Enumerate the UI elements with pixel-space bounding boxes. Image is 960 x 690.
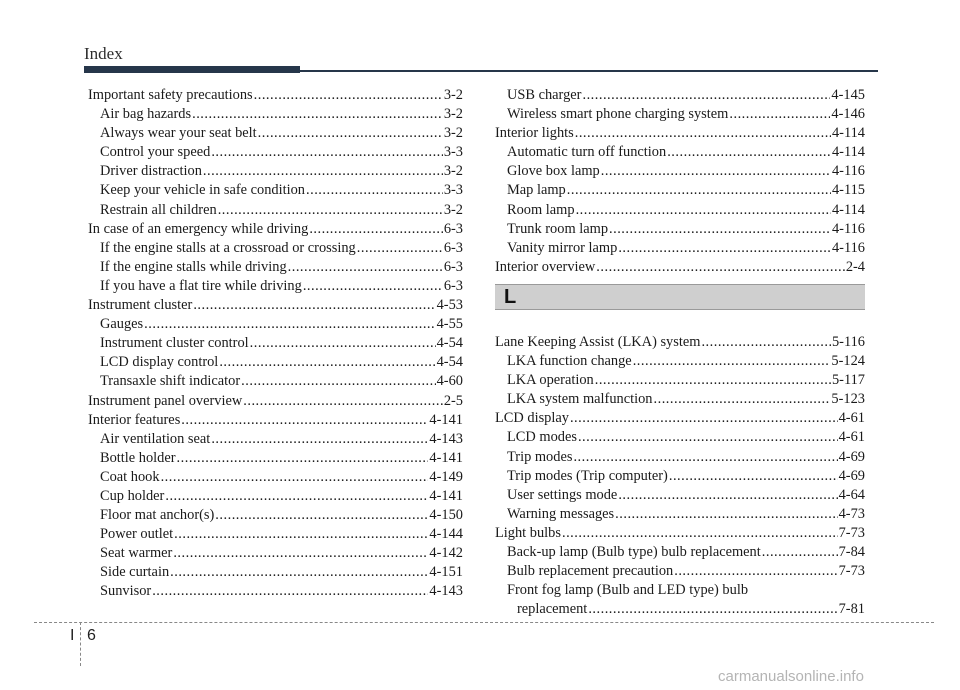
index-entry-name: LCD display control xyxy=(100,354,219,371)
index-entry-page: 4-54 xyxy=(436,335,463,352)
header-rule-thin xyxy=(300,70,878,72)
index-entry xyxy=(88,105,463,124)
index-entry-page: 4-142 xyxy=(429,545,463,562)
index-leader-dots xyxy=(170,563,428,582)
index-entry-page: 4-151 xyxy=(429,564,463,581)
index-leader-dots xyxy=(165,487,428,506)
index-entry-name: Instrument cluster xyxy=(88,297,193,314)
index-entry xyxy=(88,258,463,277)
index-entry xyxy=(88,525,463,544)
index-entry-name: Vanity mirror lamp xyxy=(507,239,618,256)
index-entry-name: Interior overview xyxy=(495,258,596,275)
index-leader-dots xyxy=(181,411,428,430)
index-entry-page: 3-2 xyxy=(443,106,463,123)
index-leader-dots xyxy=(562,524,838,543)
index-leader-dots xyxy=(615,505,837,524)
footer-section-letter: I xyxy=(70,627,75,644)
index-leader-dots xyxy=(576,201,831,220)
index-entry-name: Automatic turn off function xyxy=(507,144,667,161)
index-leader-dots xyxy=(173,544,428,563)
index-leader-dots xyxy=(193,296,435,315)
index-entry-page: 6-3 xyxy=(443,258,463,275)
index-entry-page: 4-54 xyxy=(436,354,463,371)
index-entry xyxy=(495,371,865,390)
index-entry xyxy=(495,543,865,562)
index-entry-name: Control your speed xyxy=(100,144,211,161)
index-entry-name: If you have a flat tire while driving xyxy=(100,277,302,294)
index-entry-name: Transaxle shift indicator xyxy=(100,373,241,390)
index-leader-dots xyxy=(258,124,443,143)
index-entry xyxy=(495,467,865,486)
index-entry-name: Instrument panel overview xyxy=(88,392,243,409)
footer-divider xyxy=(34,622,934,623)
index-entry-name: Trip modes xyxy=(507,448,573,465)
index-entry-name: Seat warmer xyxy=(100,545,173,562)
index-leader-dots xyxy=(357,239,443,258)
index-entry-page: 4-141 xyxy=(429,487,463,504)
index-entry xyxy=(88,201,463,220)
index-leader-dots xyxy=(243,392,443,411)
index-entry-page: 5-123 xyxy=(831,391,865,408)
index-entry-page: 4-60 xyxy=(436,373,463,390)
index-entry-page: 4-116 xyxy=(831,239,865,256)
index-leader-dots xyxy=(177,449,429,468)
index-leader-dots xyxy=(618,486,837,505)
index-entry xyxy=(495,581,865,600)
index-leader-dots xyxy=(674,562,837,581)
index-entry-page: 4-114 xyxy=(831,201,865,218)
index-left-column xyxy=(88,86,463,602)
index-entry-name: User settings mode xyxy=(507,486,618,503)
index-entry-name: Trunk room lamp xyxy=(507,220,609,237)
index-entry-page: 3-2 xyxy=(443,125,463,142)
index-entry-name: replacement xyxy=(517,601,588,618)
index-leader-dots xyxy=(306,181,443,200)
index-entry-page: 4-116 xyxy=(831,163,865,180)
index-entry-name: Instrument cluster control xyxy=(100,335,249,352)
index-entry-name: Restrain all children xyxy=(100,201,217,218)
index-entry-page: 4-150 xyxy=(429,507,463,524)
index-entry-page: 4-114 xyxy=(831,125,865,142)
index-leader-dots xyxy=(161,468,429,487)
index-entry-page: 3-2 xyxy=(443,201,463,218)
index-entry-name: Map lamp xyxy=(507,182,566,199)
index-entry-name: Interior lights xyxy=(495,125,574,142)
index-entry-page: 3-2 xyxy=(443,87,463,103)
index-entry-page: 2-4 xyxy=(845,258,865,275)
index-leader-dots xyxy=(250,334,436,353)
index-entry-name: Interior features xyxy=(88,411,181,428)
index-entry-name: Lane Keeping Assist (LKA) system xyxy=(495,333,701,350)
index-entry-page: 5-124 xyxy=(831,353,865,370)
index-leader-dots xyxy=(601,162,831,181)
index-leader-dots xyxy=(595,371,831,390)
index-leader-dots xyxy=(203,162,443,181)
index-entry-name: Gauges xyxy=(100,316,144,333)
index-entry xyxy=(88,430,463,449)
index-entry xyxy=(495,258,865,277)
index-leader-dots xyxy=(567,181,831,200)
footer-page-number: 6 xyxy=(87,627,96,644)
index-entry-name: Coat hook xyxy=(100,468,160,485)
index-entry xyxy=(88,582,463,601)
index-entry xyxy=(88,181,463,200)
index-entry-page: 4-69 xyxy=(838,467,865,484)
index-entry xyxy=(88,449,463,468)
index-entry-name: Room lamp xyxy=(507,201,575,218)
index-entry-name: Glove box lamp xyxy=(507,163,600,180)
index-leader-dots xyxy=(218,201,443,220)
index-entry-page: 7-84 xyxy=(838,543,865,560)
header-rule-thick xyxy=(84,66,300,73)
index-leader-dots xyxy=(309,220,443,239)
index-leader-dots xyxy=(633,352,831,371)
index-entry xyxy=(495,524,865,543)
index-entry xyxy=(495,162,865,181)
index-entry-name: If the engine stalls at a crossroad or crossing xyxy=(100,239,356,256)
index-leader-dots xyxy=(144,315,435,334)
index-entry-page: 4-73 xyxy=(838,505,865,522)
index-entry xyxy=(88,277,463,296)
index-entry-page: 4-116 xyxy=(831,220,865,237)
index-leader-dots xyxy=(618,239,831,258)
index-leader-dots xyxy=(192,105,443,124)
index-entry-page: 4-149 xyxy=(429,468,463,485)
index-entry xyxy=(495,448,865,467)
index-leader-dots xyxy=(654,390,831,409)
index-leader-dots xyxy=(215,506,428,525)
index-entry-name: Important safety precautions xyxy=(88,87,253,103)
index-entry xyxy=(88,392,463,411)
index-entry xyxy=(495,352,865,371)
index-leader-dots xyxy=(254,86,443,105)
index-entry-page: 4-61 xyxy=(838,410,865,427)
index-entry xyxy=(88,468,463,487)
section-letter: L xyxy=(504,285,517,308)
index-entry xyxy=(495,333,865,352)
index-entry xyxy=(88,544,463,563)
index-leader-dots xyxy=(303,277,443,296)
index-entry-page: 5-117 xyxy=(831,372,865,389)
index-entry-page: 4-141 xyxy=(429,411,463,428)
index-leader-dots xyxy=(667,143,831,162)
index-entry-page: 4-144 xyxy=(429,526,463,543)
index-entry-name: Air ventilation seat xyxy=(100,430,211,447)
index-entry xyxy=(88,143,463,162)
index-entry-page: 7-73 xyxy=(838,524,865,541)
index-entry xyxy=(495,220,865,239)
index-entry xyxy=(88,506,463,525)
index-entry-page: 4-115 xyxy=(831,182,865,199)
index-entry-name: Warning messages xyxy=(507,505,615,522)
index-entry xyxy=(88,563,463,582)
index-entry-page: 4-114 xyxy=(831,144,865,161)
index-entry-page: 4-143 xyxy=(429,583,463,600)
index-entry xyxy=(88,372,463,391)
section-letter-box xyxy=(495,284,865,310)
index-entry-page: 3-3 xyxy=(443,182,463,199)
index-entry xyxy=(495,428,865,447)
index-entry-name: Front fog lamp (Bulb and LED type) bulb xyxy=(507,582,749,599)
index-leader-dots xyxy=(211,430,428,449)
index-leader-dots xyxy=(288,258,443,277)
index-entry-name: Light bulbs xyxy=(495,524,561,541)
index-entry-page: 4-55 xyxy=(436,316,463,333)
index-entry xyxy=(495,239,865,258)
index-entry xyxy=(495,86,865,105)
index-entry xyxy=(495,201,865,220)
index-entry-name: Floor mat anchor(s) xyxy=(100,507,215,524)
index-leader-dots xyxy=(575,124,831,143)
index-leader-dots xyxy=(582,86,830,105)
index-leader-dots xyxy=(152,582,428,601)
index-leader-dots xyxy=(729,105,830,124)
index-entry-page: 4-64 xyxy=(838,486,865,503)
index-leader-dots xyxy=(578,428,838,447)
index-entry xyxy=(88,334,463,353)
index-entry-name: Bulb replacement precaution xyxy=(507,563,674,580)
index-leader-dots xyxy=(762,543,838,562)
index-entry xyxy=(495,124,865,143)
page-title: Index xyxy=(84,44,123,63)
index-entry-name: LKA operation xyxy=(507,372,594,389)
index-entry-name: LCD display xyxy=(495,410,569,427)
index-leader-dots xyxy=(573,448,837,467)
index-entry xyxy=(495,105,865,124)
index-entry-page: 5-116 xyxy=(831,333,865,350)
index-entry-name: Always wear your seat belt xyxy=(100,125,257,142)
footer-vertical-divider xyxy=(80,622,81,666)
index-entry-name: Keep your vehicle in safe condition xyxy=(100,182,305,199)
index-leader-dots xyxy=(701,333,831,352)
index-entry xyxy=(88,487,463,506)
index-entry xyxy=(495,390,865,409)
index-entry-page: 4-53 xyxy=(436,297,463,314)
index-entry-name: USB charger xyxy=(507,87,582,103)
index-leader-dots xyxy=(570,409,838,428)
index-entry xyxy=(495,562,865,581)
index-entry-page: 4-61 xyxy=(838,429,865,446)
index-entry-name: If the engine stalls while driving xyxy=(100,258,287,275)
index-entry-page: 4-69 xyxy=(838,448,865,465)
index-entry-name: LKA system malfunction xyxy=(507,391,653,408)
index-entry-page: 3-3 xyxy=(443,144,463,161)
index-entry-page: 4-141 xyxy=(429,449,463,466)
index-entry-name: In case of an emergency while driving xyxy=(88,220,309,237)
index-leader-dots xyxy=(609,220,831,239)
index-entry-name: Wireless smart phone charging system xyxy=(507,106,729,123)
index-entry xyxy=(495,486,865,505)
index-entry-page: 7-73 xyxy=(838,563,865,580)
index-entry-page: 6-3 xyxy=(443,277,463,294)
index-entry xyxy=(88,220,463,239)
index-entry xyxy=(495,505,865,524)
index-entry xyxy=(495,409,865,428)
index-entry-page: 6-3 xyxy=(443,220,463,237)
index-leader-dots xyxy=(669,467,838,486)
index-entry xyxy=(495,600,865,619)
index-entry-name: Power outlet xyxy=(100,526,174,543)
index-leader-dots xyxy=(241,372,435,391)
index-entry xyxy=(88,315,463,334)
index-entry-name: Air bag hazards xyxy=(100,106,192,123)
index-entry xyxy=(88,162,463,181)
watermark: carmanualsonline.info xyxy=(718,668,864,685)
index-entry xyxy=(495,181,865,200)
index-entry xyxy=(88,239,463,258)
index-entry xyxy=(495,143,865,162)
index-leader-dots xyxy=(588,600,837,619)
index-entry-page: 7-81 xyxy=(838,601,865,618)
index-entry-name: Driver distraction xyxy=(100,163,202,180)
index-entry-page: 3-2 xyxy=(443,163,463,180)
index-entry-page: 4-146 xyxy=(831,106,865,123)
index-entry-name: Cup holder xyxy=(100,487,165,504)
index-entry xyxy=(88,296,463,315)
index-entry xyxy=(88,353,463,372)
index-entry xyxy=(88,86,463,105)
index-entry-name: LCD modes xyxy=(507,429,577,446)
index-entry xyxy=(88,411,463,430)
index-entry-name: Side curtain xyxy=(100,564,170,581)
index-entry-name: LKA function change xyxy=(507,353,632,370)
index-entry-name: Back-up lamp (Bulb type) bulb replacement xyxy=(507,543,761,560)
index-entry-name: Bottle holder xyxy=(100,449,176,466)
index-leader-dots xyxy=(596,258,845,277)
index-leader-dots xyxy=(174,525,428,544)
index-entry-name: Sunvisor xyxy=(100,583,152,600)
index-entry-page: 4-145 xyxy=(831,87,865,103)
index-leader-dots xyxy=(211,143,443,162)
index-right-column xyxy=(495,86,865,619)
index-entry-page: 6-3 xyxy=(443,239,463,256)
index-entry-page: 2-5 xyxy=(443,392,463,409)
index-entry-page: 4-143 xyxy=(429,430,463,447)
index-entry xyxy=(88,124,463,143)
index-entry-name: Trip modes (Trip computer) xyxy=(507,467,668,484)
index-leader-dots xyxy=(219,353,435,372)
